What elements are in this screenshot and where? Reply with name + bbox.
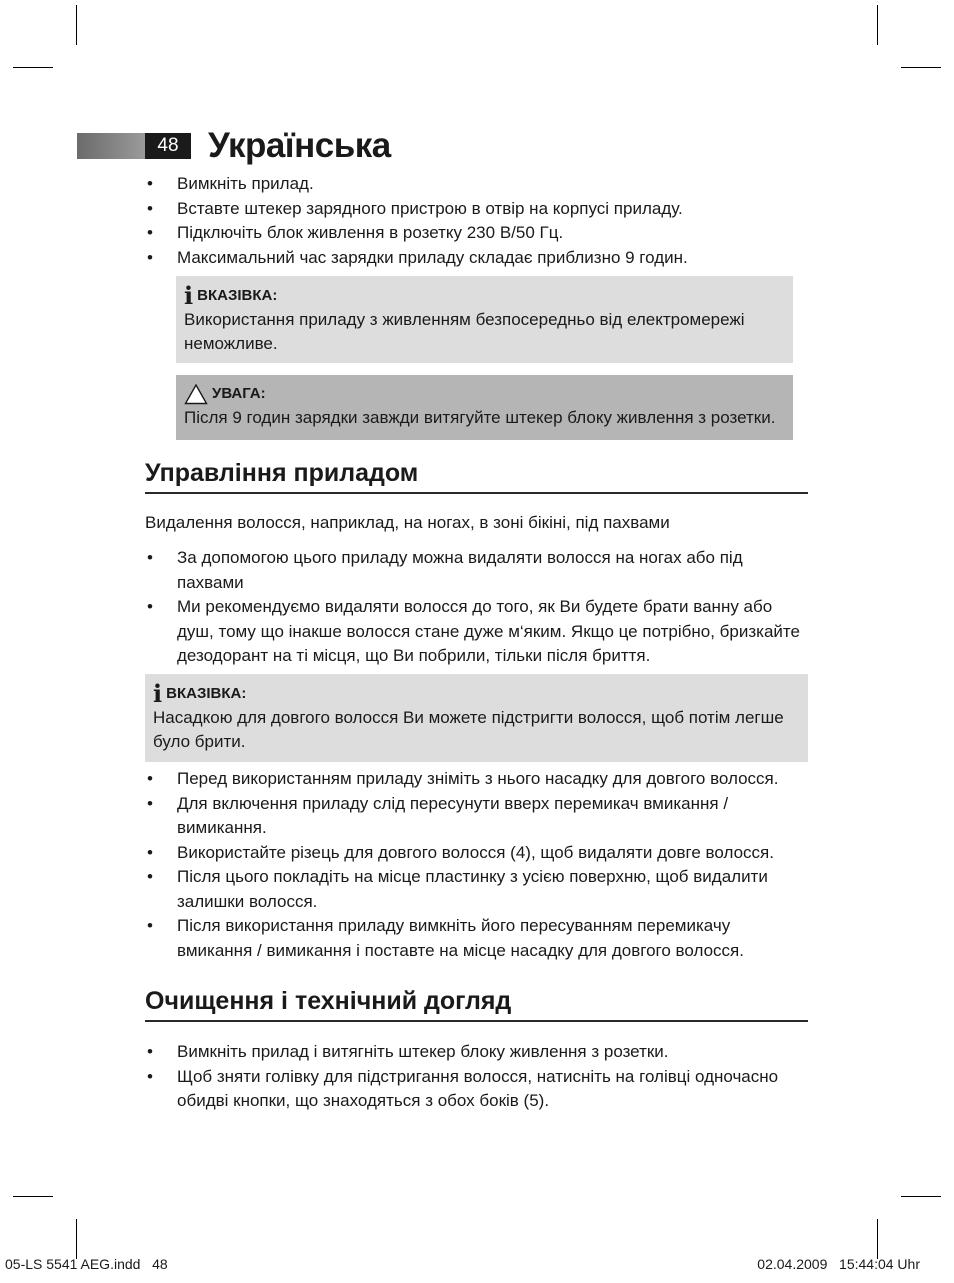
note-line: Насадкою для довгого волосся Ви можете підстригти волосся, щоб потім легше	[153, 708, 784, 727]
bullet: •	[147, 1066, 153, 1086]
header-bar	[77, 133, 145, 159]
bullet: •	[147, 916, 153, 935]
crop-mark	[76, 5, 77, 45]
bullet: •	[147, 867, 153, 886]
bullet: •	[147, 842, 153, 862]
note-heading	[184, 281, 785, 310]
list-item: • Підключіть блок живлення в розетку 230 В/50 Гц.	[147, 221, 807, 246]
page-number: 48	[145, 133, 191, 159]
list-item: • Максимальний час зарядки приладу складає приблизно 9 годин.	[147, 246, 807, 271]
warning-text: Після 9 годин зарядки завжди витягуйте штекер блоку живлення з розетки.	[184, 408, 776, 427]
bullet: •	[147, 1042, 153, 1061]
bullet: •	[147, 769, 153, 788]
bullet: •	[147, 223, 153, 242]
page-title: Українська	[208, 126, 391, 165]
bullet: •	[147, 198, 153, 218]
bullet: •	[147, 247, 153, 267]
crop-mark	[13, 67, 53, 68]
crop-mark	[901, 1196, 941, 1197]
info-icon: i	[184, 281, 194, 310]
note-box	[145, 674, 808, 762]
list-item: • Для включення приладу слід пересунути вверх перемикач вмикання / вимикання.	[147, 793, 729, 837]
footer-file: 05-LS 5541 AEG.indd 48	[5, 1256, 168, 1272]
list-item: • Використайте різець для довгого волосся (4), щоб видаляти довге волосся.	[147, 841, 807, 866]
crop-mark	[877, 5, 878, 45]
list-item: • Перед використанням приладу зніміть з нього насадку для довгого волосся.	[147, 767, 807, 792]
list-item: • Після використання приладу вимкніть його пересуванням перемикачу вмикання / вимикання і поставте на місце насадку для довгого волосся.	[147, 916, 744, 960]
note-line: Використання приладу з живленням безпосередньо від електромережі	[184, 310, 745, 329]
warning-triangle-icon	[184, 383, 208, 405]
crop-mark	[13, 1196, 53, 1197]
note-box	[176, 276, 793, 363]
bullet: •	[147, 548, 153, 567]
usage-list	[147, 546, 807, 669]
section-title-usage: Управління приладом	[145, 458, 808, 494]
list-item: • Вставте штекер зарядного пристрою в отвір на корпусі приладу.	[147, 197, 807, 222]
charging-steps-list	[147, 172, 807, 270]
usage-intro: Видалення волосся, наприклад, на ногах, в зоні бікіні, під пахвами	[145, 513, 670, 532]
bullet: •	[147, 174, 153, 193]
note-heading	[153, 679, 800, 708]
list-item: • Вимкніть прилад.	[147, 172, 807, 197]
list-item: • Після цього покладіть на місце пластинку з усією поверхню, щоб видалити залишки волосся.	[147, 867, 768, 911]
crop-mark	[901, 67, 941, 68]
footer-timestamp: 02.04.2009 15:44:04 Uhr	[757, 1256, 920, 1272]
note-label: ВКАЗІВКА:	[197, 287, 278, 304]
bullet: •	[147, 597, 153, 616]
note-label: ВКАЗІВКА:	[166, 685, 247, 702]
operation-list	[147, 767, 807, 963]
crop-mark	[877, 1219, 878, 1259]
warning-label: УВАГА:	[212, 385, 266, 402]
list-item: • Вимкніть прилад і витягніть штекер блоку живлення з розетки.	[147, 1040, 807, 1065]
list-item: • Ми рекомендуємо видаляти волосся до того, як Ви будете брати ванну або душ, тому що інакше волосся стане дуже м‘яким. Якщо це потрібно, бризкайте дезодорант на ті місця, що Ви побрили, тільки після бриття.	[147, 597, 800, 665]
warning-box	[176, 375, 793, 440]
warning-heading	[184, 382, 785, 406]
info-icon: i	[153, 679, 163, 708]
crop-mark	[76, 1219, 77, 1259]
list-item: • За допомогою цього приладу можна видаляти волосся на ногах або під пахвами	[147, 548, 743, 592]
note-line: було брити.	[153, 732, 246, 751]
cleaning-list	[147, 1040, 807, 1114]
list-item: • Щоб зняти голівку для підстригання волосся, натисніть на голівці одночасно обидві кнопки, що знаходяться з обох боків (5).	[147, 1066, 779, 1110]
bullet: •	[147, 793, 153, 813]
note-line: неможливе.	[184, 334, 278, 353]
section-title-cleaning: Очищення і технічний догляд	[145, 986, 808, 1022]
